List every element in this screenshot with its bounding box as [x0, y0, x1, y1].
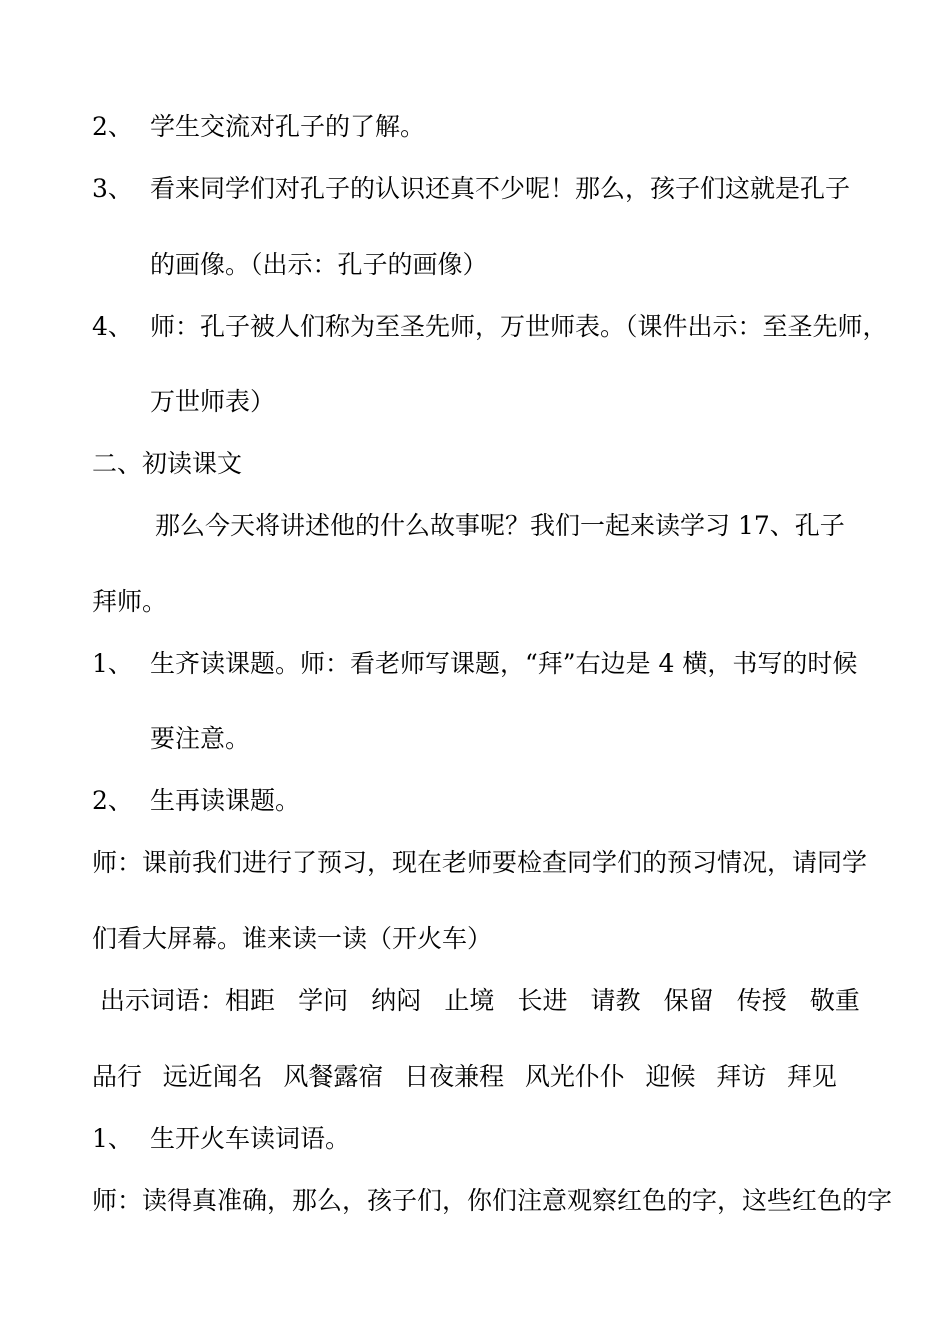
vocab-word: 迎候	[645, 1062, 696, 1091]
vocab-word: 远近闻名	[162, 1062, 263, 1091]
vocab-word: 拜访	[716, 1062, 767, 1091]
list-text: 看来同学们对孔子的认识还真不少呢！那么，孩子们这就是孔子	[150, 174, 851, 203]
list-number: 2、	[92, 112, 133, 141]
vocab-word: 学问	[298, 986, 349, 1015]
vocab-word: 止境	[444, 986, 495, 1015]
vocab-word: 风光仆仆	[524, 1062, 625, 1091]
vocab-word: 风餐露宿	[283, 1062, 384, 1091]
list-text-continuation: 的画像。（出示：孔子的画像）	[150, 250, 488, 279]
list-number: 2、	[92, 786, 133, 815]
vocab-word: 保留	[663, 986, 714, 1015]
paragraph-continuation: 们看大屏幕。谁来读一读（开火车）	[92, 924, 493, 953]
vocab-row-1	[100, 986, 860, 1016]
paragraph-continuation: 拜师。	[92, 587, 168, 616]
paragraph: 师：读得真准确，那么，孩子们，你们注意观察红色的字，这些红色的字	[92, 1186, 893, 1215]
list-number: 3、	[92, 174, 133, 203]
vocab-word: 品行	[92, 1062, 143, 1091]
vocab-word: 传授	[736, 986, 787, 1015]
list-number: 1、	[92, 1124, 133, 1153]
list-number: 1、	[92, 649, 133, 678]
vocab-word: 长进	[517, 986, 568, 1015]
paragraph: 师：课前我们进行了预习，现在老师要检查同学们的预习情况，请同学	[92, 848, 868, 877]
paragraph: 那么今天将讲述他的什么故事呢？我们一起来读学习 17、孔子	[155, 511, 845, 540]
list-text: 学生交流对孔子的了解。	[150, 112, 426, 141]
list-number: 4、	[92, 312, 133, 341]
list-text: 生开火车读词语。	[150, 1124, 351, 1153]
list-text: 师：孔子被人们称为至圣先师，万世师表。（课件出示：至圣先师，	[150, 312, 888, 341]
list-text: 生再读课题。	[150, 786, 301, 815]
section-heading: 二、初读课文	[92, 449, 243, 478]
vocab-word: 出示词语：相距	[100, 986, 276, 1015]
list-text: 生齐读课题。师：看老师写课题，“拜”右边是 4 横，书写的时候	[150, 649, 858, 678]
vocab-word: 敬重	[809, 986, 860, 1015]
vocab-word: 纳闷	[371, 986, 422, 1015]
vocab-word: 请教	[590, 986, 641, 1015]
list-text-continuation: 要注意。	[150, 724, 251, 753]
list-text-continuation: 万世师表）	[150, 387, 276, 416]
vocab-word: 拜见	[786, 1062, 837, 1091]
vocab-row-2	[92, 1062, 837, 1092]
vocab-word: 日夜兼程	[404, 1062, 505, 1091]
